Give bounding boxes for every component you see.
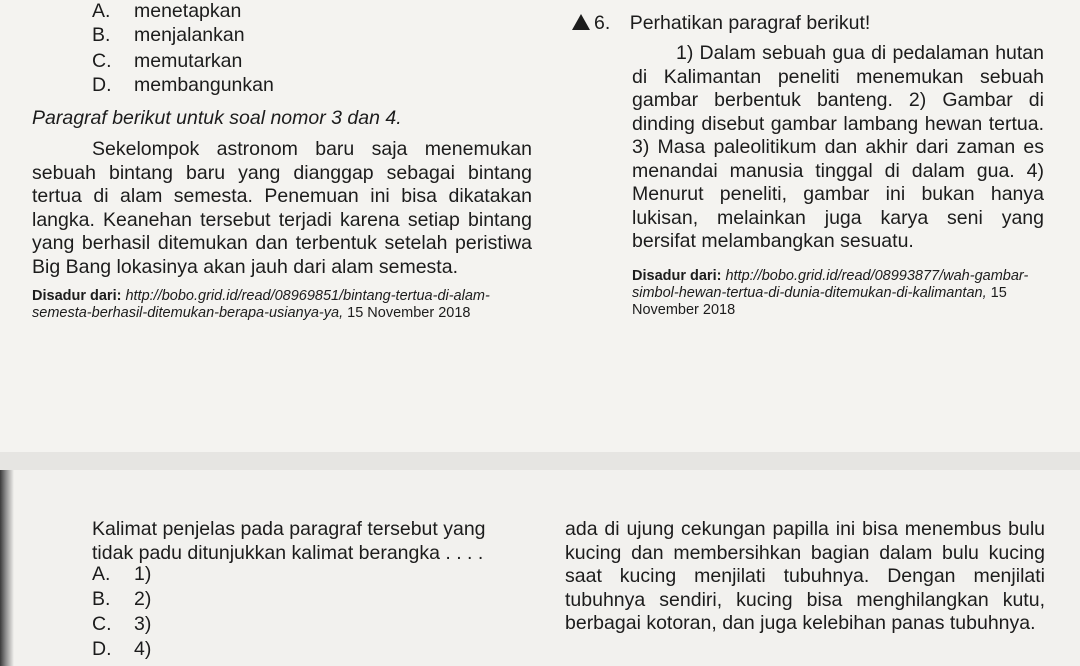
source-url-2: http://bobo.grid.id/read/08993877/wah-gambar-simbol-hewan-tertua-di-dunia-ditemukan-di-kalimantan, xyxy=(632,268,1029,301)
answer-option-b: B. 2) xyxy=(92,588,152,610)
page-gap xyxy=(0,452,1080,470)
intro-text: Paragraf berikut untuk soal nomor 3 dan 4. xyxy=(32,107,402,129)
source-citation-1 xyxy=(32,288,532,322)
question-text: Kalimat penjelas pada paragraf tersebut yang tidak padu ditunjukkan kalimat berangka . . . . xyxy=(92,518,486,564)
option-a: A. menetapkan xyxy=(92,0,242,22)
question-6-header xyxy=(572,12,870,35)
paragraph-cave-text: 1) Dalam sebuah gua di pedalaman hutan di Kalimantan peneliti menemukan sebuah gambar berbentuk banteng. 2) Gambar di dinding disebut gambar lambang hewan tertua. 3) Masa paleolitikum dan akhir dari zaman es menandai manusia tinggal di dalam gua. 4) Menurut peneliti, gambar ini bukan hanya lukisan, melainkan juga karya seni yang bersifat melambangkan sesuatu. xyxy=(632,42,1044,252)
source-citation-2 xyxy=(632,268,1062,319)
option-c: C. memutarkan xyxy=(92,50,243,72)
question-6-prompt: Perhatikan paragraf berikut! xyxy=(629,12,871,34)
paragraph-cat-text: ada di ujung cekungan papilla ini bisa menembus bulu kucing dan membersihkan bagian dalam bulu kucing saat kucing menjilati tubuhnya. Dengan menjilati tubuhnya sendiri, kucing bisa menghilangkan kutu, berbagai kotoran, dan juga kelebihan panas tubuhnya. xyxy=(565,518,1045,634)
page-shadow xyxy=(0,470,14,666)
source-date-2: 15 November 2018 xyxy=(632,285,1007,318)
source-date-1: 15 November 2018 xyxy=(347,305,471,321)
paragraph-cat xyxy=(565,518,1045,636)
paragraph-astronomy xyxy=(32,138,532,279)
source-label-2: Disadur dari: xyxy=(632,268,722,284)
answer-option-d: D. 4) xyxy=(92,638,152,660)
option-b: B. menjalankan xyxy=(92,24,245,46)
triangle-icon xyxy=(572,14,590,30)
question-6-number: 6. xyxy=(594,12,611,34)
source-label-1: Disadur dari: xyxy=(32,288,122,304)
source-url-1: http://bobo.grid.id/read/08969851/bintang-tertua-di-alam-semesta-berhasil-ditemukan-berapa-usianya-ya, xyxy=(32,288,490,321)
paragraph-astronomy-text: Sekelompok astronom baru saja menemukan sebuah bintang baru yang dianggap sebagai bintang tertua di alam semesta. Penemuan ini bisa dikatakan langka. Keanehan tersebut terjadi karena setiap bintang yang berhasil ditemukan dan terbentuk setelah peristiwa Big Bang lokasinya akan jauh dari alam semesta. xyxy=(32,138,532,278)
answer-option-c: C. 3) xyxy=(92,613,152,635)
option-d: D. membangunkan xyxy=(92,74,274,96)
paragraph-cave xyxy=(632,42,1044,254)
answer-option-a: A. 1) xyxy=(92,563,152,585)
